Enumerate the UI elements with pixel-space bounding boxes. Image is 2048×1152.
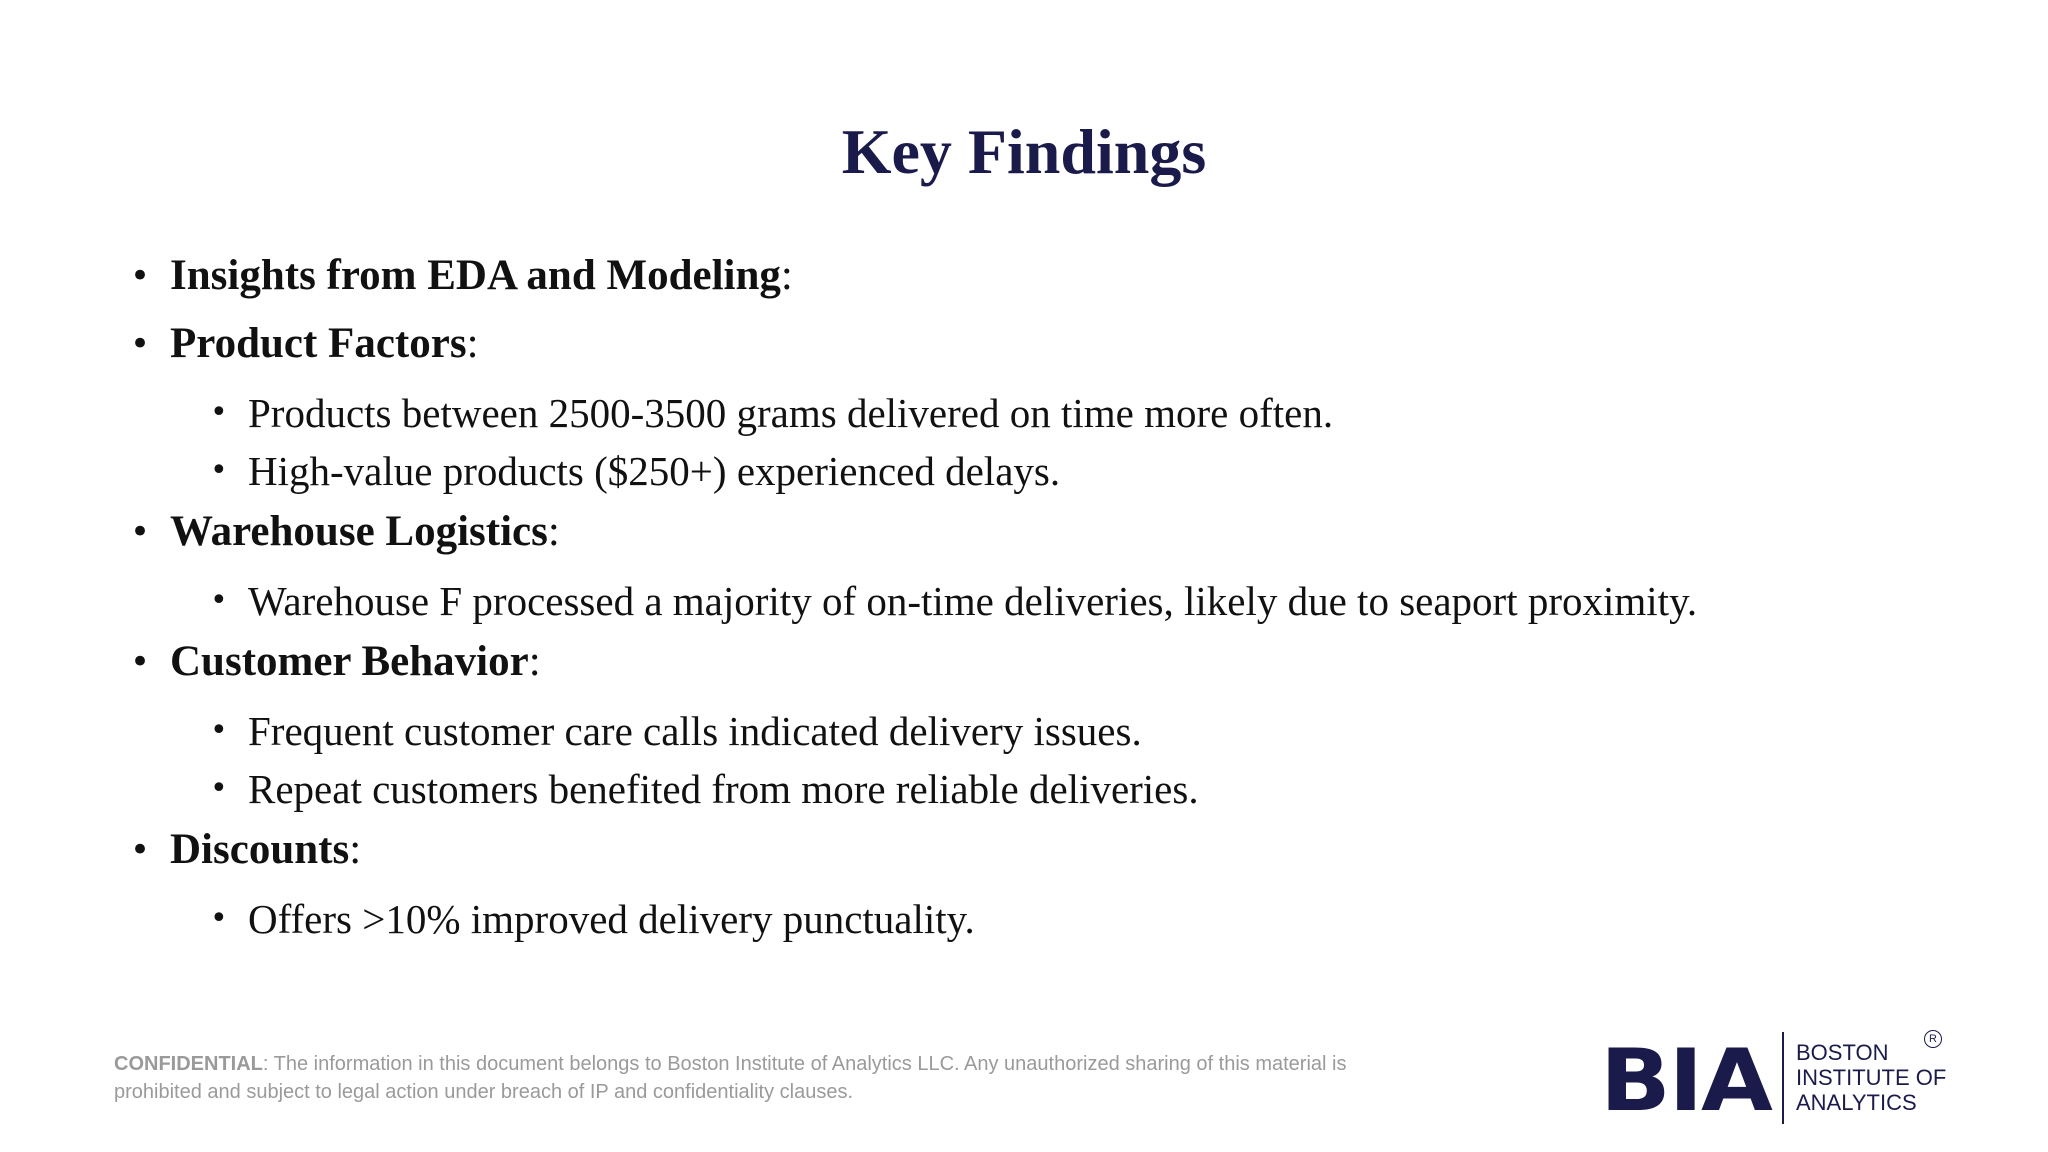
bullet-icon: • bbox=[130, 830, 151, 870]
bullet-list bbox=[126, 248, 1986, 952]
registered-icon: R bbox=[1924, 1030, 1942, 1048]
bullet-heading: Insights from EDA and Modeling bbox=[170, 252, 781, 299]
bullet-icon: • bbox=[130, 642, 151, 682]
confidential-text: : The information in this document belongs to Boston Institute of Analytics LLC. Any unauthorized sharing of this material is prohibited and subject to legal action under breach of IP and confidentiality clauses. bbox=[114, 1053, 1347, 1103]
sub-bullet-text: Products between 2500-3500 grams delivered on time more often. bbox=[248, 390, 1334, 436]
sub-bullet-list bbox=[204, 702, 1986, 818]
logo-line-3: ANALYTICS bbox=[1796, 1090, 1917, 1115]
sub-bullet-text: Warehouse F processed a majority of on-time deliveries, likely due to seaport proximity. bbox=[248, 578, 1698, 624]
bullet-icon: • bbox=[210, 713, 228, 748]
sub-bullet-text: Repeat customers benefited from more reliable deliveries. bbox=[248, 766, 1199, 812]
sub-bullet-text: High-value products ($250+) experienced delays. bbox=[248, 448, 1061, 494]
bullet-icon: • bbox=[210, 583, 228, 618]
sub-bullet-item bbox=[204, 890, 1986, 948]
bullet-icon: • bbox=[210, 395, 228, 430]
sub-bullet-item bbox=[204, 760, 1986, 818]
bullet-suffix: : bbox=[780, 252, 793, 299]
logo-divider bbox=[1782, 1032, 1784, 1124]
bullet-suffix: : bbox=[528, 638, 541, 685]
bullet-heading: Product Factors bbox=[170, 320, 467, 367]
bullet-heading: Discounts bbox=[170, 826, 350, 873]
sub-bullet-text: Frequent customer care calls indicated delivery issues. bbox=[248, 708, 1142, 754]
slide-title: Key Findings bbox=[841, 116, 1207, 187]
bullet-item-insights bbox=[126, 248, 1986, 304]
sub-bullet-item bbox=[204, 384, 1986, 442]
logo-line-1: BOSTON bbox=[1796, 1040, 1889, 1065]
bia-logo bbox=[1600, 1030, 1960, 1130]
bullet-suffix: : bbox=[349, 826, 362, 873]
logo-mark: BIA bbox=[1600, 1031, 1771, 1131]
bullet-icon: • bbox=[210, 771, 228, 806]
bullet-item-customer-behavior bbox=[126, 634, 1986, 690]
sub-bullet-list bbox=[204, 384, 1986, 500]
sub-bullet-item bbox=[204, 702, 1986, 760]
sub-bullet-item bbox=[204, 572, 1986, 630]
logo-wordmark bbox=[1796, 1040, 1946, 1115]
bullet-heading: Customer Behavior bbox=[170, 638, 529, 685]
sub-bullet-list bbox=[204, 572, 1986, 630]
confidentiality-notice bbox=[114, 1050, 1394, 1106]
bullet-item-discounts bbox=[126, 822, 1986, 878]
bullet-icon: • bbox=[210, 453, 228, 488]
sub-bullet-text: Offers >10% improved delivery punctuality. bbox=[248, 896, 975, 942]
bullet-item-product-factors bbox=[126, 316, 1986, 372]
logo-line-2: INSTITUTE OF bbox=[1796, 1065, 1947, 1090]
confidential-label: CONFIDENTIAL bbox=[114, 1053, 263, 1075]
bullet-icon: • bbox=[130, 324, 151, 364]
sub-bullet-list bbox=[204, 890, 1986, 948]
bullet-icon: • bbox=[210, 901, 228, 936]
bullet-heading: Warehouse Logistics bbox=[170, 508, 548, 555]
bullet-suffix: : bbox=[547, 508, 560, 555]
sub-bullet-item bbox=[204, 442, 1986, 500]
bullet-icon: • bbox=[130, 256, 151, 296]
bullet-suffix: : bbox=[466, 320, 479, 367]
bullet-icon: • bbox=[130, 512, 151, 552]
bullet-item-warehouse-logistics bbox=[126, 504, 1986, 560]
